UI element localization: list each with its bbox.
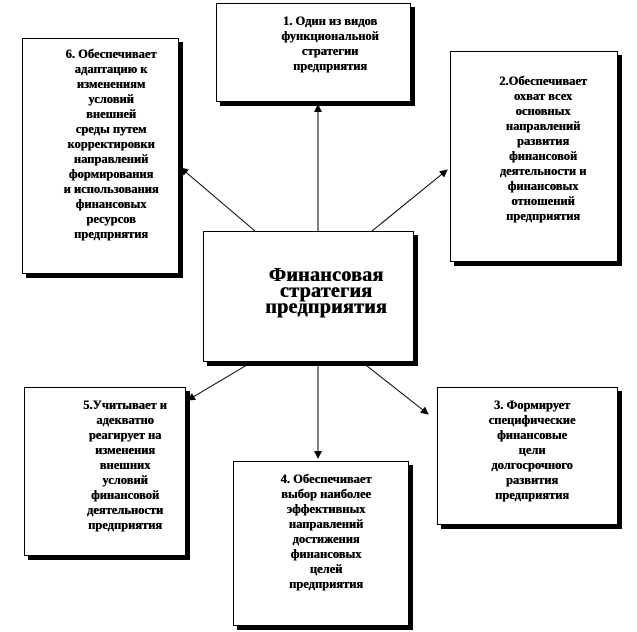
node-2-box [450, 51, 618, 262]
node-3-box [437, 387, 618, 525]
arrow-to-node-3 [362, 362, 428, 414]
arrow-to-node-2 [372, 170, 447, 231]
node-5-box [24, 387, 186, 556]
center-box [203, 231, 414, 362]
node-3-text: 3. Формирует специфические финансовые цели долгосрочного развития предприятия [488, 398, 576, 502]
node-6-box [22, 38, 179, 274]
node-1-box [216, 3, 411, 102]
node-5-text: 5.Учитывает и адекватно реагирует на изменения внешних условий финансовой деятельности предприятия [83, 398, 167, 532]
node-6-text: 6. Обеспечивает адаптацию к изменениям условий внешней среды путем корректировки направлений формирования и использования финансовых ресурсов предприятия [63, 47, 159, 241]
arrow-to-node-6 [181, 168, 255, 231]
node-2-text: 2.Обеспечивает охват всех основных направлений развития финансовой деятельности и финансовых отношений предприятия [499, 74, 587, 223]
node-1-text: 1. Один из видов функциональной стратегии предприятия [281, 14, 379, 73]
center-title: Финансовая стратегия предприятия [265, 264, 387, 318]
node-4-text: 4. Обеспечивает выбор наиболее эффективных направлений достижения финансовых целей предприятия [280, 472, 372, 591]
arrow-to-node-5 [188, 362, 252, 400]
node-4-box [233, 461, 409, 626]
